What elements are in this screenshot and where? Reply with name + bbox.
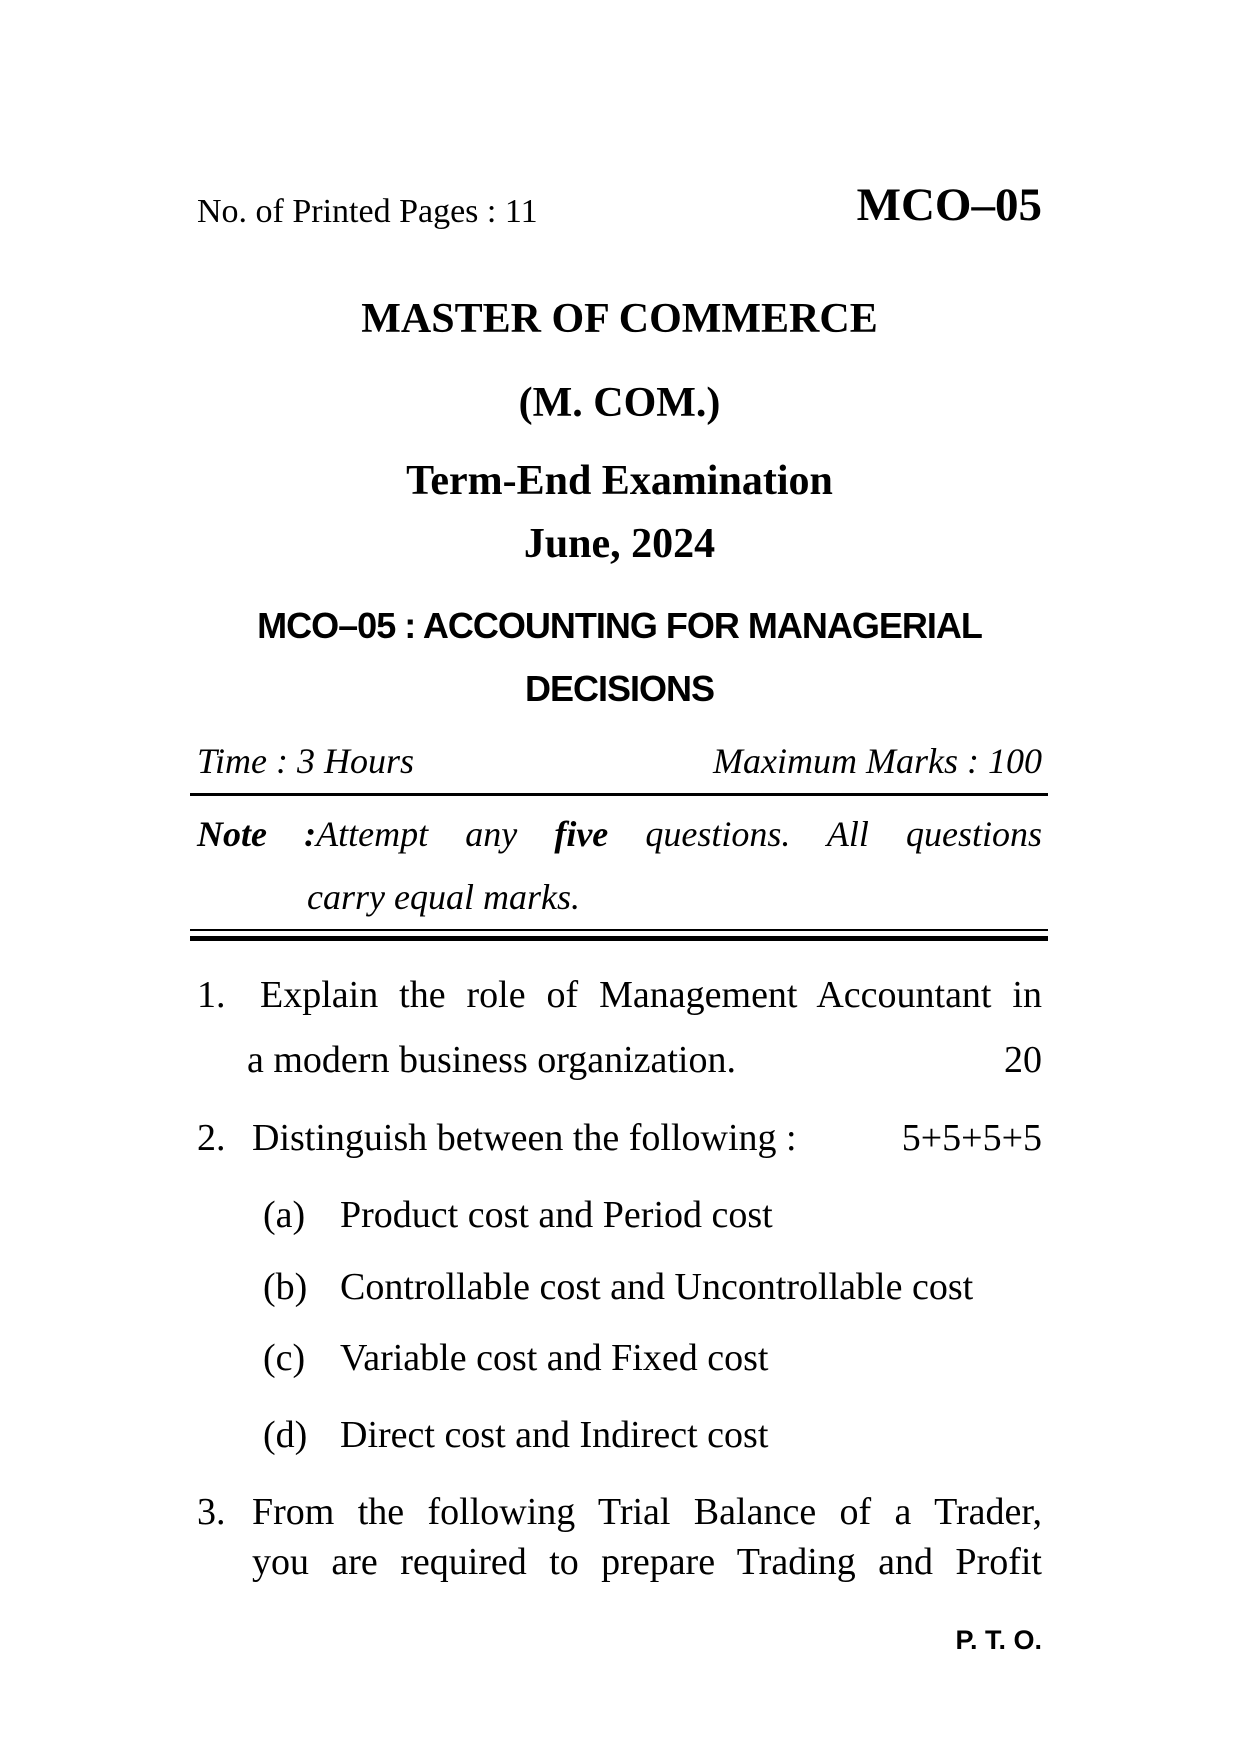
question-2a-text: Product cost and Period cost	[340, 1194, 773, 1236]
question-3-number: 3.	[197, 1491, 226, 1533]
title-degree: MASTER OF COMMERCE	[361, 296, 878, 342]
question-2d-text: Direct cost and Indirect cost	[340, 1414, 769, 1456]
double-horizontal-rule	[190, 929, 1048, 941]
question-1-number: 1.	[197, 974, 226, 1016]
note-text-part1: Attempt any	[316, 814, 555, 854]
question-2c-text: Variable cost and Fixed cost	[340, 1337, 769, 1379]
question-1-line1: Explain the role of Management Accountant in	[260, 974, 1042, 1016]
question-2-number: 2.	[197, 1117, 226, 1159]
question-2c-label: (c)	[263, 1337, 306, 1379]
note-label: Note :	[197, 814, 317, 854]
maximum-marks: Maximum Marks : 100	[713, 741, 1042, 781]
question-2-text: Distinguish between the following :	[252, 1117, 797, 1159]
page-turn-over-label: P. T. O.	[955, 1625, 1042, 1655]
question-2-line1	[252, 1116, 1042, 1160]
question-3-line2: you are required to prepare Trading and Profit	[252, 1541, 1042, 1583]
question-1-marks: 20	[1004, 1039, 1042, 1081]
note-text-part2: questions. All questions	[608, 814, 1043, 854]
question-1-line2-text: a modern business organization.	[247, 1039, 736, 1081]
question-1-line2	[247, 1038, 1042, 1082]
question-3-line1: From the following Trial Balance of a Trader,	[252, 1491, 1042, 1533]
exam-meta-row	[197, 740, 1042, 782]
subject-title-line2: DECISIONS	[524, 668, 715, 709]
note-line2: carry equal marks.	[307, 877, 580, 917]
title-exam-session: June, 2024	[523, 521, 716, 567]
course-code: MCO–05	[856, 179, 1042, 231]
note-emphasis: five	[554, 814, 609, 854]
printed-pages-count: No. of Printed Pages : 11	[197, 193, 538, 230]
question-2a-label: (a)	[263, 1194, 306, 1236]
subject-title-line1: MCO–05 : ACCOUNTING FOR MANAGERIAL	[257, 605, 982, 646]
question-2b-text: Controllable cost and Uncontrollable cost	[340, 1266, 974, 1308]
time-allowed: Time : 3 Hours	[197, 741, 415, 781]
note-line1	[197, 813, 1042, 855]
question-2-marks: 5+5+5+5	[901, 1117, 1042, 1159]
question-2b-label: (b)	[263, 1266, 308, 1308]
title-exam-type: Term-End Examination	[406, 458, 833, 504]
horizontal-rule	[190, 793, 1048, 796]
question-2d-label: (d)	[263, 1414, 308, 1456]
title-degree-abbrev: (M. COM.)	[518, 380, 721, 426]
